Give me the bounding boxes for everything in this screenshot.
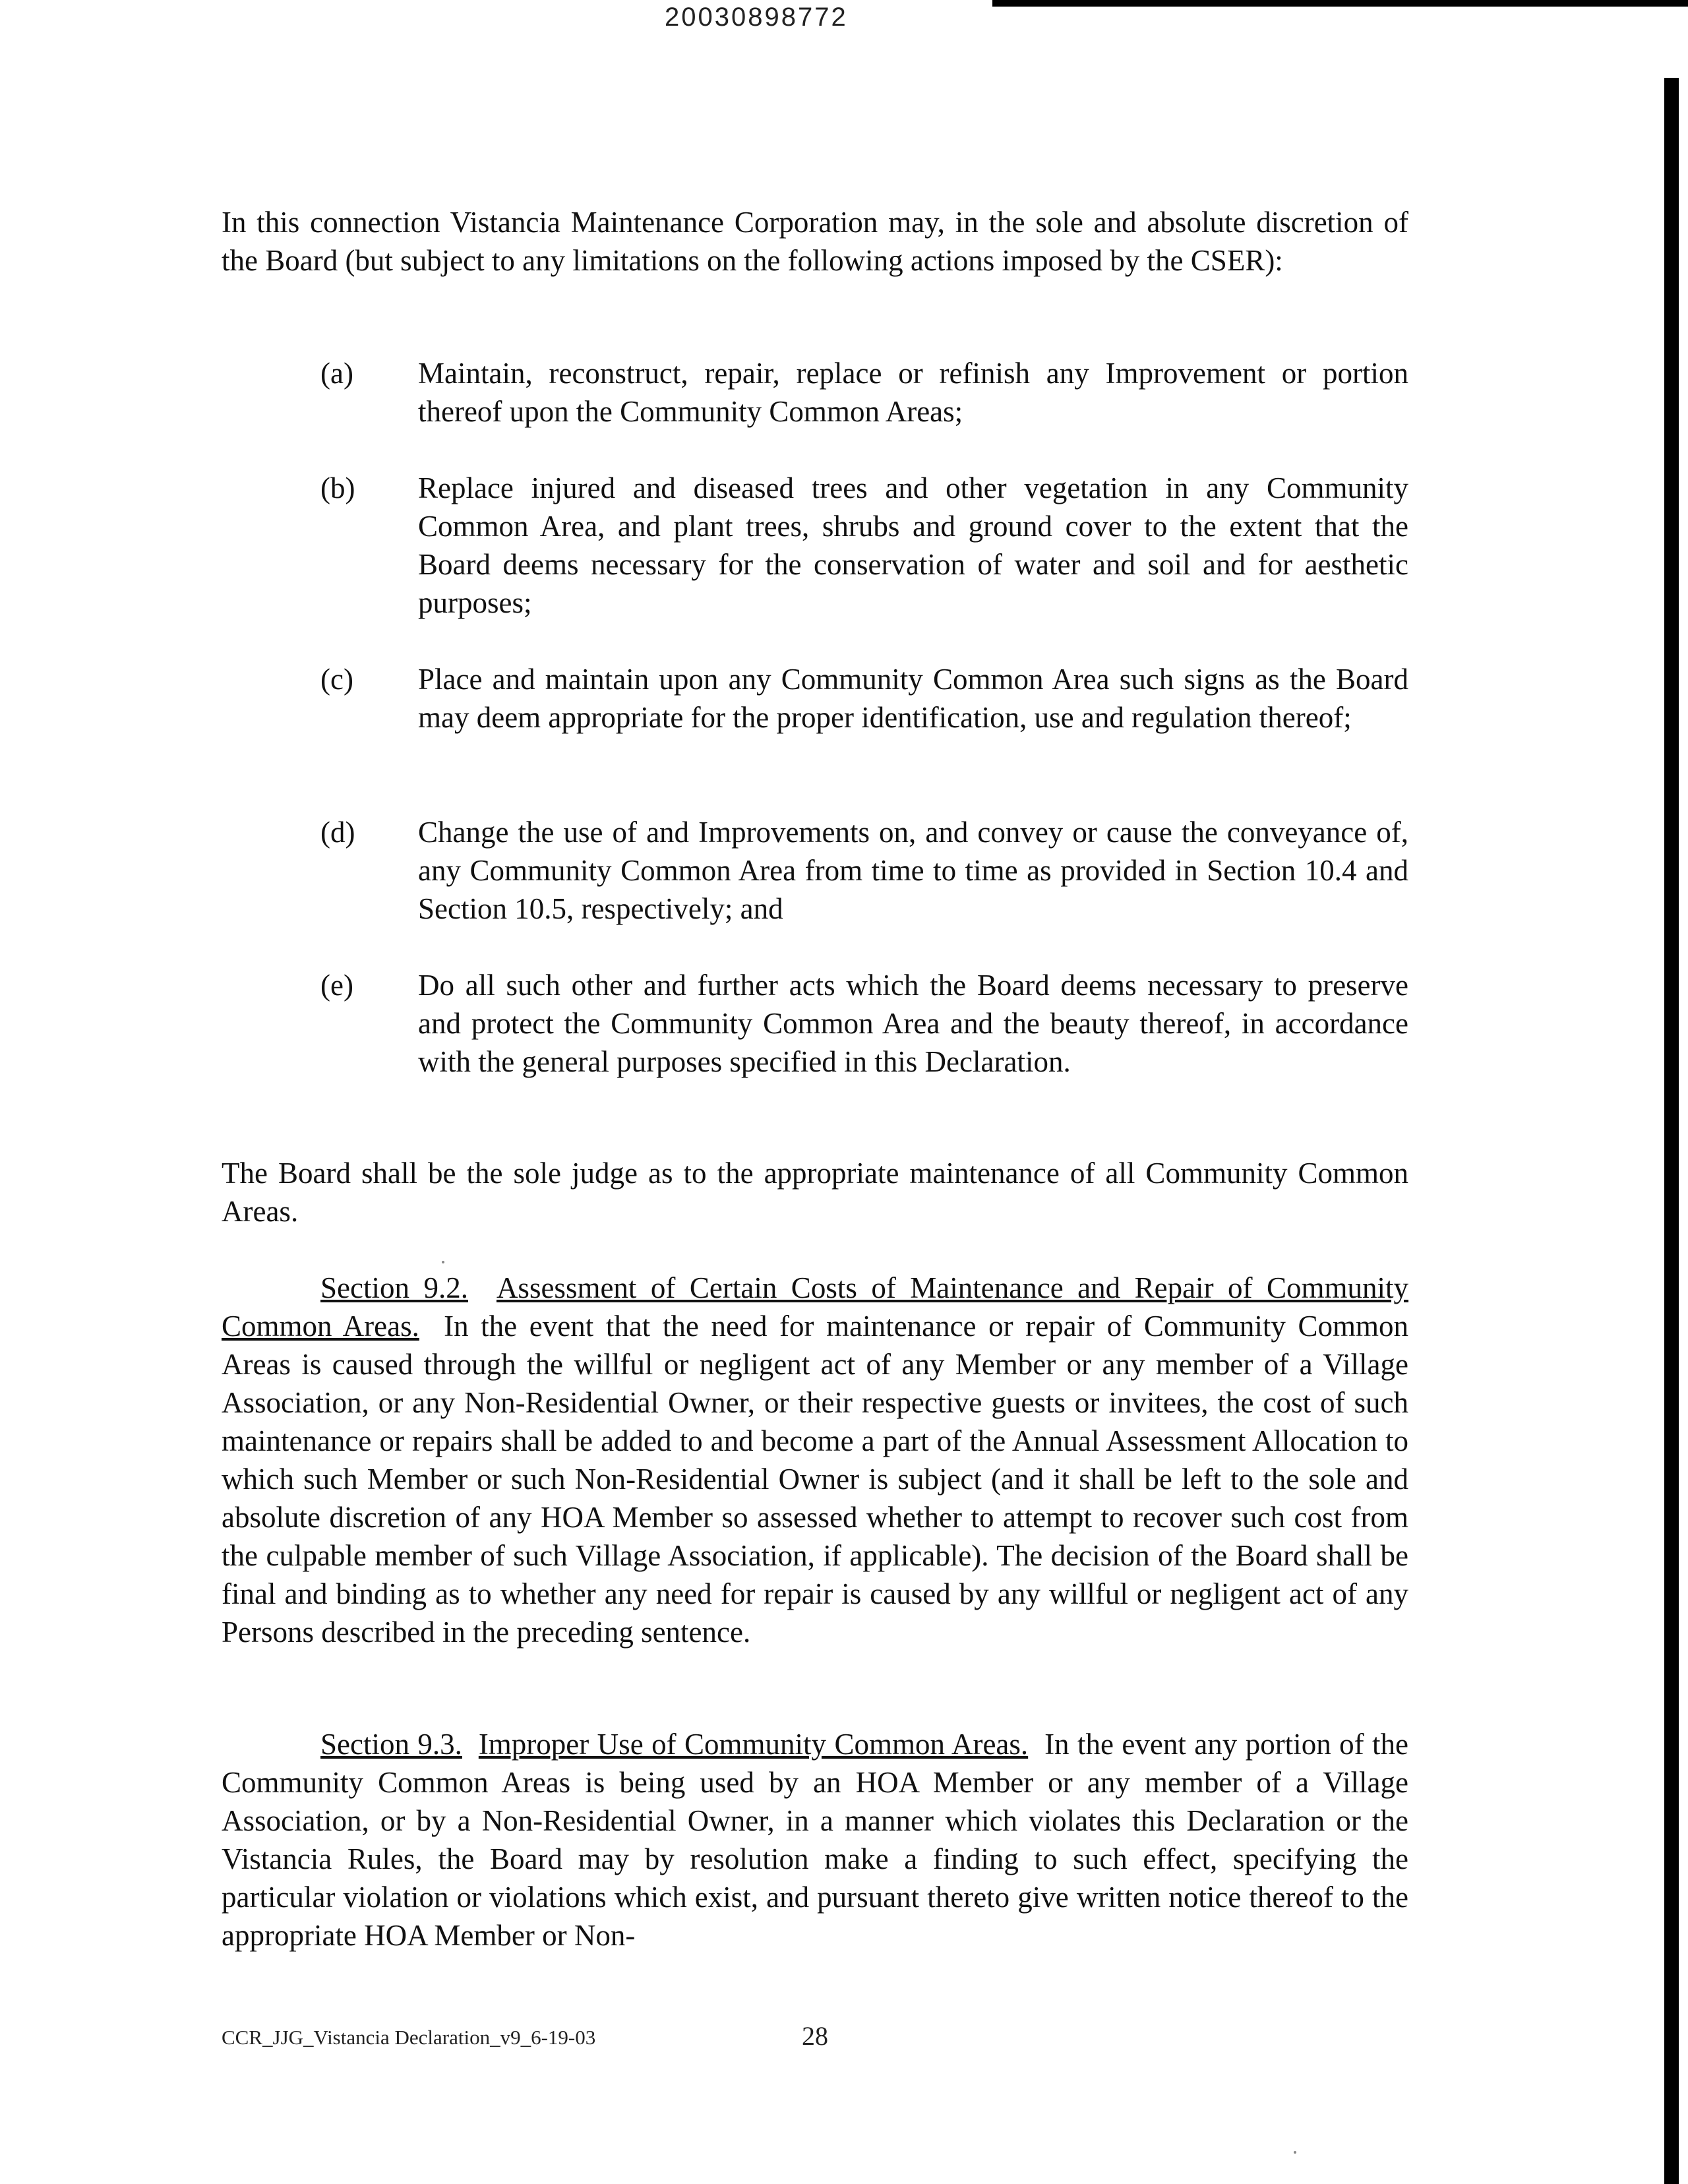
list-item-text: Maintain, reconstruct, repair, replace or refinish any Improvement or portion thereof upon the Community Common Areas; [418, 357, 1408, 428]
section-9-2 [222, 1269, 1408, 1651]
section-title: Improper Use of Community Common Areas. [478, 1728, 1029, 1761]
section-body: In the event any portion of the Community Common Areas is being used by an HOA Member or any member of a Village Association, or by a Non-Residential Owner, in a manner which violates this Declaration or the Vistancia Rules, the Board may by resolution make a finding to such effect, specifying the particular violation or violations which exist, and pursuant thereto give written notice thereof to the appropriate HOA Member or Non- [222, 1728, 1409, 1952]
page-number: 28 [802, 2021, 828, 2051]
list-item-label: (e) [320, 969, 353, 1002]
recording-number: 20030898772 [665, 3, 848, 32]
list-item-label: (c) [320, 663, 353, 696]
scan-top-rule [992, 0, 1688, 7]
scan-edge-bar [1664, 78, 1679, 2184]
list-item-label: (b) [320, 471, 355, 504]
list-item-text: Replace injured and diseased trees and other vegetation in any Community Common Area, and plant trees, shrubs and ground cover to the extent that the Board deems necessary for the conservation of water and soil and for aesthetic purposes; [418, 471, 1408, 619]
section-number: Section 9.3. [320, 1728, 462, 1761]
list-item-text: Place and maintain upon any Community Common Area such signs as the Board may deem appropriate for the proper identification, use and regulation thereof; [418, 663, 1408, 734]
section-body: In the event that the need for maintenance or repair of Community Common Areas is caused through the willful or negligent act of any Member or any member of a Village Association, or any Non-Residential Owner, or their respective guests or invitees, the cost of such maintenance or repairs shall be added to and become a part of the Annual Assessment Allocation to which such Member or such Non-Residential Owner is subject (and it shall be left to the sole and absolute discretion of any HOA Member so assessed whether to attempt to recover such cost from the culpable member of such Village Association, if applicable). The decision of the Board shall be final and binding as to whether any need for repair is caused by any willful or negligent act of any Persons described in the preceding sentence. [222, 1310, 1409, 1649]
list-item-label: (a) [320, 357, 353, 390]
list-item-label: (d) [320, 816, 355, 849]
list-item-text: Change the use of and Improvements on, and convey or cause the conveyance of, any Community Common Area from time to time as provided in Section 10.4 and Section 10.5, respectively; and [418, 816, 1408, 925]
closing-paragraph: The Board shall be the sole judge as to the appropriate maintenance of all Community Common Areas. [222, 1157, 1408, 1228]
intro-paragraph: In this connection Vistancia Maintenance Corporation may, in the sole and absolute discretion of the Board (but subject to any limitations on the following actions imposed by the CSER): [222, 206, 1408, 277]
section-9-3 [222, 1725, 1408, 1955]
section-number: Section 9.2. [320, 1271, 468, 1304]
section-title: Assessment of Certain Costs of Maintenance and Repair of Community Common Areas. [222, 1271, 1409, 1343]
scan-speck [1294, 2151, 1296, 2154]
scan-speck [442, 1261, 444, 1263]
list-item-text: Do all such other and further acts which the Board deems necessary to preserve and protect the Community Common Area and the beauty thereof, in accordance with the general purposes specified in this Declaration. [418, 969, 1408, 1078]
footer-document-id: CCR_JJG_Vistancia Declaration_v9_6-19-03 [222, 2026, 596, 2049]
